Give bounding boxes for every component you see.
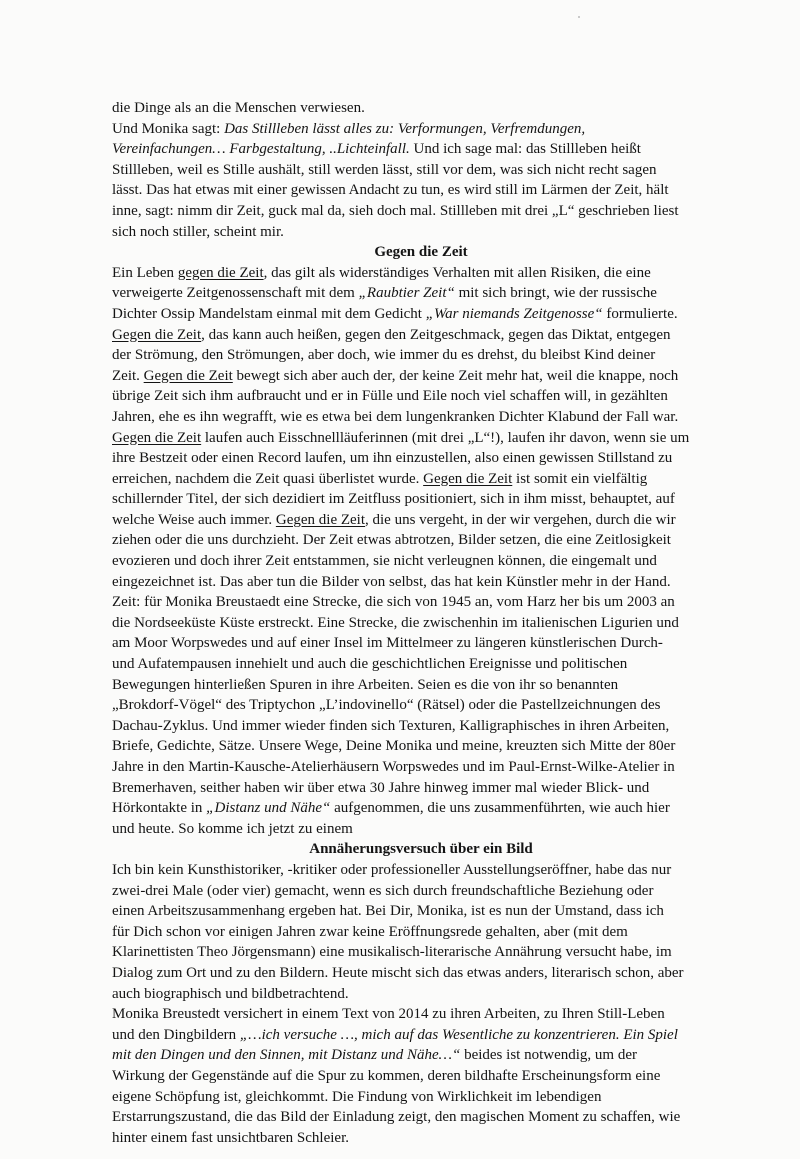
text-line: welche Weise auch immer. Gegen die Zeit, die uns vergeht, in der wir vergehen, durch die wir xyxy=(112,511,676,528)
section-heading: Annäherungsversuch über ein Bild xyxy=(309,841,533,858)
text-line: Dachau-Zyklus. Und immer wieder finden sich Texturen, Kalligraphisches in ihren Arbeiten, xyxy=(112,717,670,734)
text-line: eigene Schöpfung ist, gleichkommt. Die Findung von Wirklichkeit im lebendigen xyxy=(112,1088,602,1105)
text-line: eingezeichnet ist. Das aber tun die Bilder von selbst, das hat kein Künstler mehr in der Hand. xyxy=(112,573,671,590)
text-line: und den Dingbildern „…ich versuche …, mich auf das Wesentliche zu konzentrieren. Ein Spiel xyxy=(112,1026,678,1043)
text-line: übrige Zeit sich ihm aufbraucht und er in Fülle und Eile noch viel schaffen will, in gezählten xyxy=(112,388,668,405)
text-line: auch biographisch und bildbetrachtend. xyxy=(112,985,349,1002)
text-line: Vereinfachungen… Farbgestaltung, ..Lichteinfall. Und ich sage mal: das Stillleben heißt xyxy=(112,141,641,158)
text-line: evozieren und doch ihrer Zeit entstammen, sie nicht verleugnen können, die eingemalt und xyxy=(112,553,657,570)
text-line: Zeit. Gegen die Zeit bewegt sich aber auch der, der keine Zeit mehr hat, weil die knappe, noch xyxy=(112,367,679,384)
text-line: Wirkung der Gegenstände auf die Spur zu kommen, deren bildhafte Erscheinungsform eine xyxy=(112,1067,661,1084)
text-line: ziehen oder die uns durchzieht. Der Zeit etwas abtrotzen, Bilder setzen, die eine Zeitlosigkeit xyxy=(112,532,671,549)
text-line: die Nordseeküste Küste erstreckt. Eine Strecke, die zwischenhin im italienischen Ligurien und xyxy=(112,614,679,631)
text-line: ihre Bestzeit oder einen Record laufen, um ihn einzustellen, also einen gewissen Stillstand zu xyxy=(112,450,673,467)
text-line: Jahre in den Martin-Kausche-Atelierhäusern Worpswedes und im Paul-Ernst-Wilke-Atelier in xyxy=(112,759,675,775)
document-body xyxy=(112,98,760,1148)
text-line: Monika Breustedt versichert in einem Text von 2014 zu ihren Arbeiten, zu Ihren Still-Leben xyxy=(112,1006,665,1023)
section-heading: Gegen die Zeit xyxy=(374,244,468,261)
text-line: inne, sagt: nimm dir Zeit, guck mal da, sieh doch mal. Stillleben mit drei „L“ geschrieben liest xyxy=(112,202,679,219)
text-line: lässt. Das hat etwas mit einer gewissen Andacht zu tun, es wird still im Lärmen der Zeit, hält xyxy=(112,182,669,199)
text-line: zwei-drei Male (oder vier) gemacht, wenn es sich durch freundschaftliche Beziehung oder xyxy=(112,882,654,899)
text-line: und heute. So komme ich jetzt zu einem xyxy=(112,820,353,837)
text-line: am Moor Worpswedes und auf einer Insel im Mittelmeer zu längeren künstlerischen Durch- xyxy=(112,635,663,652)
text-line: schillernder Titel, der sich dezidiert im Zeitfluss positioniert, sich in ihm misst, behauptet, auf xyxy=(112,491,675,508)
text-line: „Brokdorf-Vögel“ des Triptychon „L’indovinello“ (Rätsel) oder die Pastellzeichnungen des xyxy=(112,697,661,714)
text-line: Dialog zum Ort und zu den Bildern. Heute mischt sich das etwas anders, literarisch schon, aber xyxy=(112,964,684,981)
text-line: Zeit: für Monika Breustaedt eine Strecke, die sich von 1945 an, vom Harz her bis um 2003 an xyxy=(112,594,675,611)
text-line: Ein Leben gegen die Zeit, das gilt als widerständiges Verhalten mit allen Risiken, die eine xyxy=(112,264,651,281)
text-line: die Dinge als an die Menschen verwiesen. xyxy=(112,100,365,116)
text-line: Klarinettisten Theo Jörgensmann) eine musikalisch-literarische Annährung versucht habe, im xyxy=(112,944,672,961)
text-line: der Strömung, den Strömungen, aber doch, wie immer du es drehst, du bleibst Kind deiner xyxy=(112,347,656,364)
text-line: Bewegungen hinterließen Spuren in ihre Arbeiten. Seien es die von ihr so benannten xyxy=(112,676,619,693)
text-line: hinter einem fast unsichtbaren Schleier. xyxy=(112,1129,350,1146)
text-line: Und Monika sagt: Das Stillleben lässt alles zu: Verformungen, Verfremdungen, xyxy=(112,120,586,137)
text-line: Stillleben, weil es Stille aushält, still werden lässt, still vor dem, was sich nicht recht sagen xyxy=(112,161,657,178)
paper-speck xyxy=(578,16,580,18)
section xyxy=(112,242,760,839)
text-line: erreichen, nachdem die Zeit quasi überlistet wurde. Gegen die Zeit ist somit ein vielfältig xyxy=(112,470,648,487)
text-line: sich noch stiller, scheint mir. xyxy=(112,223,284,240)
text-line: Bremerhaven, seither haben wir über etwa 30 Jahre hinweg immer mal wieder Blick- und xyxy=(112,779,650,796)
text-line: Jahren, ehe es ihn wegrafft, wie es etwa bei dem lungenkranken Dichter Klabund der Fall war. xyxy=(112,408,679,425)
text-line: einen Arbeitszusammenhang ergeben hat. Bei Dir, Monika, ist es nun der Umstand, dass ich xyxy=(112,903,664,920)
section xyxy=(112,839,760,1148)
section xyxy=(112,98,760,242)
text-line: Gegen die Zeit laufen auch Eisschnellläuferinnen (mit drei „L“!), laufen ihr davon, wenn sie um xyxy=(112,429,690,446)
text-line: Dichter Ossip Mandelstam einmal mit dem Gedicht „War niemands Zeitgenosse“ formulierte. xyxy=(112,305,678,322)
text-line: Gegen die Zeit, das kann auch heißen, gegen den Zeitgeschmack, gegen das Diktat, entgegen xyxy=(112,326,671,343)
text-line: für Dich schon vor einigen Jahren zwar keine Eröffnungsrede gehalten, aber (mit dem xyxy=(112,923,628,940)
text-line: mit den Dingen und den Sinnen, mit Distanz und Nähe…“ beides ist notwendig, um der xyxy=(112,1047,637,1064)
text-line: Erstarrungszustand, die das Bild der Einladung zeigt, den magischen Moment zu schaffen, wie xyxy=(112,1109,681,1126)
text-line: Hörkontakte in „Distanz und Nähe“ aufgenommen, die uns zusammenführten, wie auch hier xyxy=(112,800,670,817)
text-line: Ich bin kein Kunsthistoriker, -kritiker oder professioneller Ausstellungseröffner, habe das nur xyxy=(112,861,672,878)
text-line: und Aufatempausen innehielt und auch die geschichtlichen Ereignisse und politischen xyxy=(112,656,628,673)
text-line: Briefe, Gedichte, Sätze. Unsere Wege, Deine Monika und meine, kreuzten sich Mitte der 80er xyxy=(112,738,676,755)
text-line: verweigerte Zeitgenossenschaft mit dem „Raubtier Zeit“ mit sich bringt, wie der russische xyxy=(112,285,657,302)
